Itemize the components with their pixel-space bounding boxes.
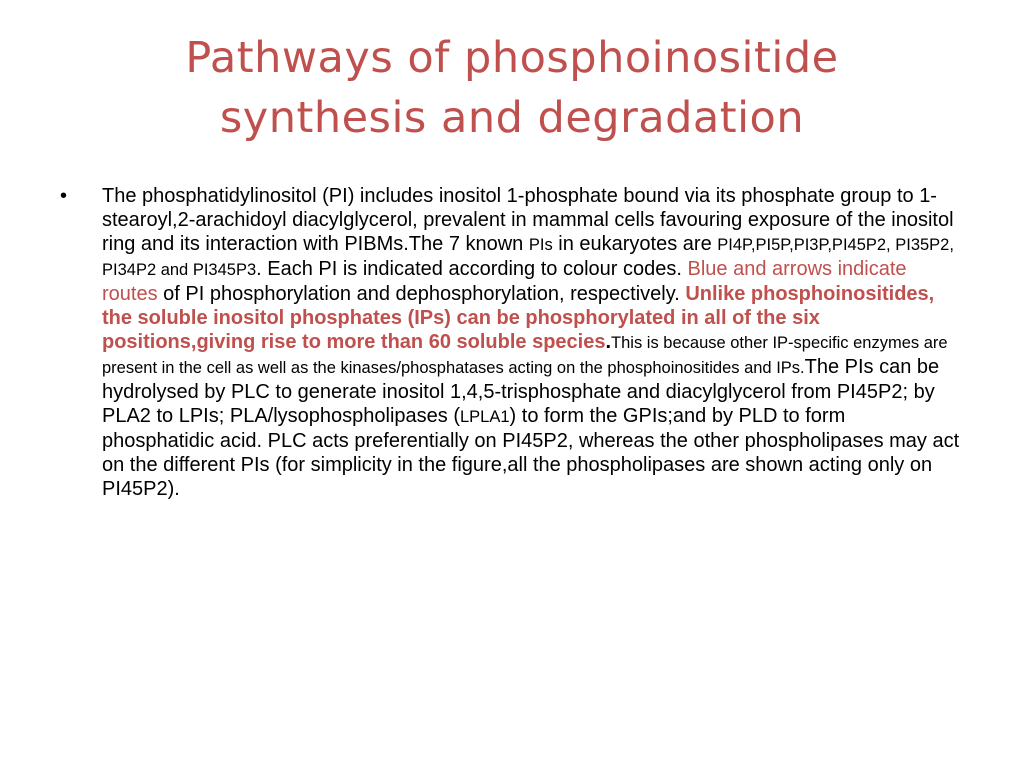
highlight-routes: Blue and arrows indicate routes xyxy=(102,258,907,305)
bullet-paragraph xyxy=(102,184,963,501)
bullet-item xyxy=(58,184,963,501)
text-run-9: . xyxy=(605,331,612,353)
highlight-ips: Unlike phosphoinositides, the soluble inositol phosphates (IPs) can be phosphorylated in all of the six positions,giving rise to more than 60 soluble species xyxy=(102,283,935,353)
text-run-pi-list: PI4P,PI5P,PI3P,PI45P2, PI35P2, PI34P2 and PI345P3 xyxy=(102,236,954,279)
text-run-small-note: This is because other IP-specific enzymes are present in the cell as well as the kinases/phosphatases acting on the phosphoinositides and IPs. xyxy=(102,334,948,377)
text-run-lpla1: LPLA1 xyxy=(460,408,510,426)
text-run-7: of PI phosphorylation and dephosphorylation, respectively. xyxy=(157,283,686,305)
text-run-14: ) to form the GPIs;and by PLD to form phosphatidic acid. PLC acts preferentially on PI45P2, whereas the other phospholipases may act on the different PIs (for simplicity in the figure,all the phospholipases are shown acting only on PI45P2). xyxy=(102,405,960,500)
text-run-12: ; by PLA2 to LPIs; PLA/lysophospholipases ( xyxy=(102,381,935,427)
title-line-2: synthesis and degradation xyxy=(219,93,805,143)
text-run-pis: PIs xyxy=(528,236,553,254)
slide-body xyxy=(58,184,963,501)
bullet-marker: • xyxy=(60,185,68,207)
text-run-3: in eukaryotes are xyxy=(552,233,718,255)
text-run-1: The phosphatidylinositol (PI) includes inositol 1-phosphate bound via its phosphate group to 1-stearoyl,2-arachidoyl diacylglycerol, prevalent in mammal cells favouring exposure of the inositol ring and its interaction with PIBMs.The 7 known xyxy=(102,185,954,255)
slide-title xyxy=(60,28,964,148)
text-run-5: . Each PI is indicated according to colour codes. xyxy=(256,258,688,280)
title-line-1: Pathways of phosphoinositide xyxy=(185,33,839,83)
text-run-11: The PIs can be hydrolysed by PLC to generate inositol 1,4,5-trisphosphate and diacylglycerol from PI45P2 xyxy=(102,356,940,403)
